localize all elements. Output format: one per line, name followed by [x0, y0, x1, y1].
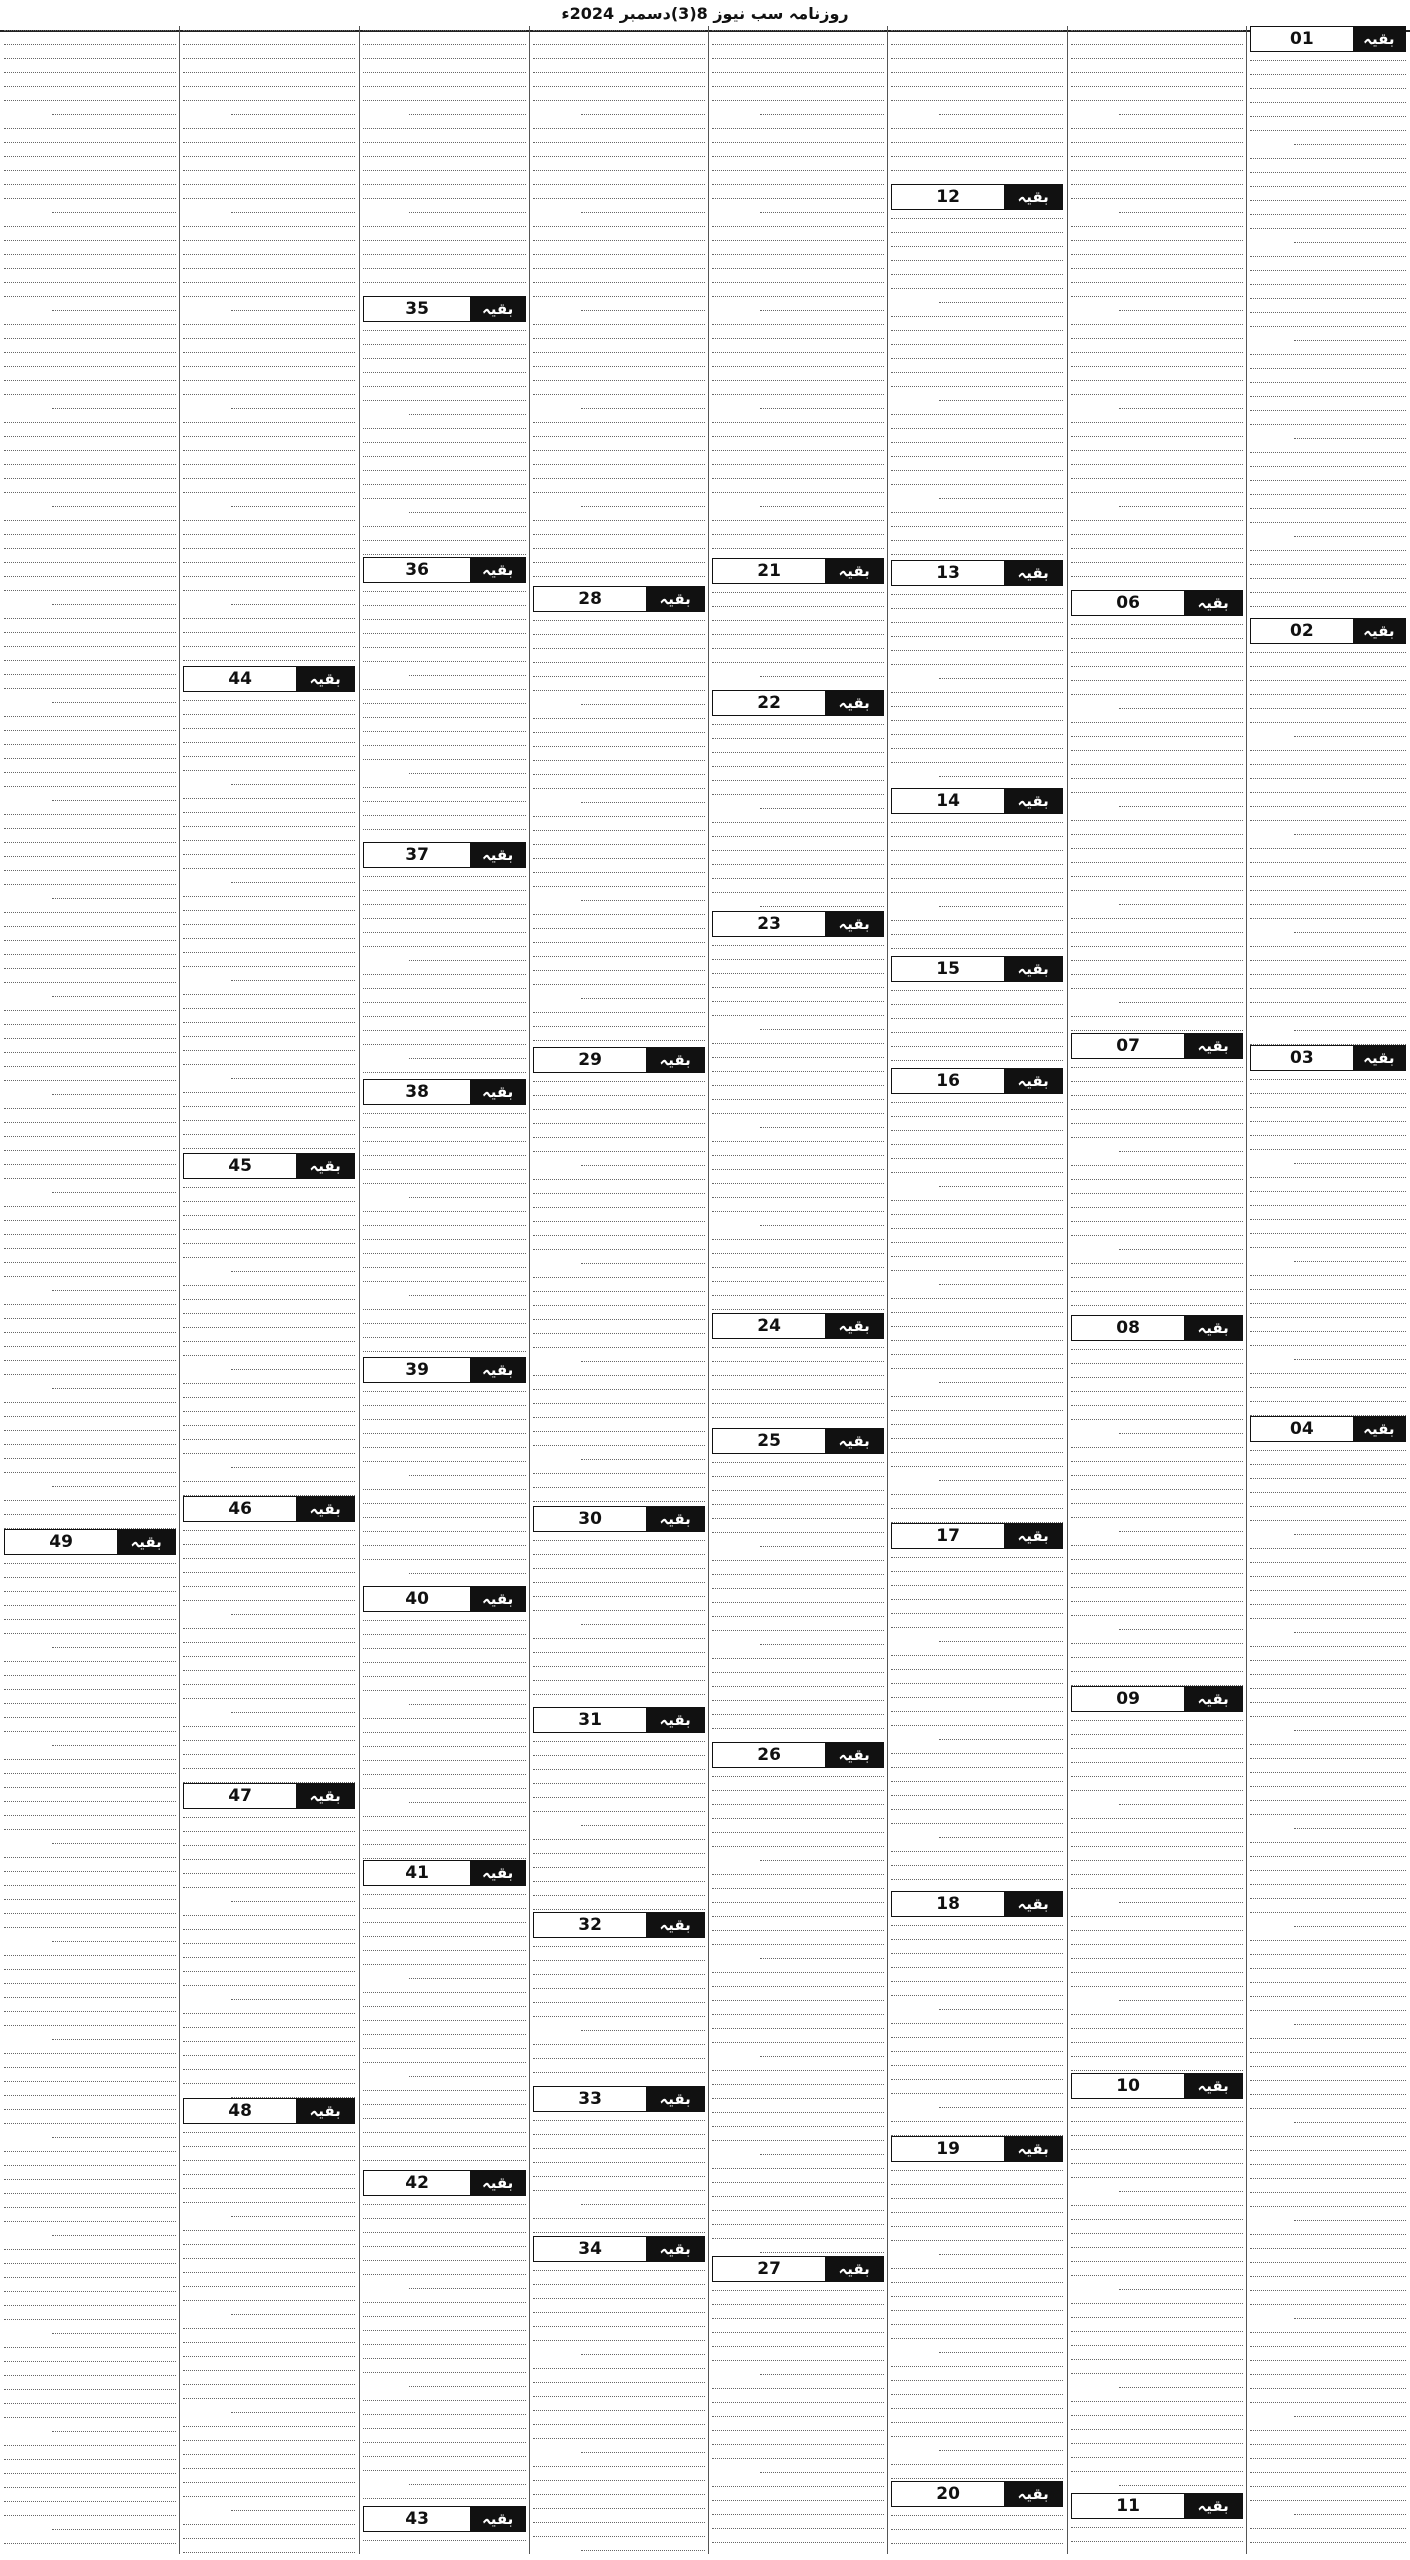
continuation-number: 32 [578, 1915, 602, 1935]
continuation-word: بقیہ [1004, 185, 1062, 209]
body-text-block [1250, 56, 1406, 618]
continuation-header [712, 911, 884, 937]
continuation-word: بقیہ [825, 1314, 883, 1338]
continuation-number: 27 [757, 2259, 781, 2279]
continuation-number: 04 [1289, 1419, 1314, 1439]
continuation-number: 14 [936, 791, 960, 811]
continuation-header [183, 2098, 355, 2124]
body-text-block [712, 26, 884, 558]
continuation-number: 02 [1289, 621, 1314, 641]
body-text-block [183, 2128, 355, 2554]
column-7 [183, 26, 355, 2554]
continuation-number: 07 [1116, 1036, 1140, 1056]
body-text-block [183, 696, 355, 1153]
body-text-block [891, 26, 1063, 184]
continuation-word: بقیہ [470, 2171, 525, 2195]
continuation-header [891, 788, 1063, 814]
body-text-block [363, 2536, 526, 2554]
continuation-word: بقیہ [296, 667, 354, 691]
continuation-header [363, 1860, 526, 1886]
body-text-block [1071, 1345, 1243, 1686]
continuation-number: 01 [1289, 29, 1314, 49]
body-text-block [712, 1772, 884, 2256]
continuation-number: 34 [578, 2239, 602, 2259]
continuation-number: 26 [757, 1745, 781, 1765]
continuation-number: 47 [228, 1786, 252, 1806]
continuation-header [183, 1496, 355, 1522]
continuation-number: 21 [757, 561, 781, 581]
continuation-header [1250, 1416, 1406, 1442]
continuation-word: بقیہ [825, 912, 883, 936]
continuation-header [712, 1313, 884, 1339]
continuation-number: 24 [757, 1316, 781, 1336]
body-text-block [533, 2266, 705, 2554]
continuation-header [363, 1357, 526, 1383]
body-text-block [533, 1737, 705, 1912]
continuation-header [891, 1891, 1063, 1917]
continuation-header [891, 2136, 1063, 2162]
continuation-number: 39 [405, 1360, 429, 1380]
continuation-header [712, 690, 884, 716]
continuation-header [712, 1742, 884, 1768]
continuation-word: بقیہ [825, 559, 883, 583]
body-text-block [4, 1559, 176, 2554]
continuation-number: 44 [228, 669, 252, 689]
body-text-block [1071, 1716, 1243, 2073]
body-text-block [363, 1616, 526, 1860]
body-text-block [363, 2200, 526, 2506]
column-2 [1071, 26, 1243, 2554]
continuation-number: 29 [578, 1050, 602, 1070]
continuation-word: بقیہ [470, 2507, 525, 2531]
body-text-block [891, 1098, 1063, 1523]
continuation-word: بقیہ [646, 1913, 704, 1937]
continuation-word: بقیہ [1004, 1892, 1062, 1916]
continuation-header [712, 1428, 884, 1454]
continuation-header [891, 184, 1063, 210]
body-text-block [533, 616, 705, 1047]
body-text-block [891, 214, 1063, 560]
continuation-header [363, 2170, 526, 2196]
body-text-block [712, 588, 884, 690]
body-text-block [1250, 648, 1406, 1045]
continuation-number: 48 [228, 2101, 252, 2121]
body-text-block [712, 2286, 884, 2554]
continuation-word: بقیہ [1004, 2137, 1062, 2161]
body-text-block [1250, 1075, 1406, 1416]
page-dateline: روزنامہ سب نیوز 8(3)دسمبر 2024ء [561, 4, 849, 23]
body-text-block [183, 1183, 355, 1496]
continuation-number: 20 [936, 2484, 960, 2504]
continuation-number: 42 [405, 2173, 429, 2193]
continuation-number: 19 [936, 2139, 960, 2159]
continuation-number: 16 [936, 1071, 960, 1091]
body-text-block [891, 2511, 1063, 2554]
continuation-word: بقیہ [296, 1154, 354, 1178]
body-text-block [363, 1890, 526, 2170]
body-text-block [533, 2116, 705, 2236]
column-rule [359, 26, 360, 2554]
continuation-number: 36 [405, 560, 429, 580]
body-text-block [183, 1813, 355, 2098]
continuation-header [891, 1523, 1063, 1549]
continuation-header [363, 1079, 526, 1105]
continuation-header [533, 1707, 705, 1733]
continuation-header [712, 2256, 884, 2282]
continuation-header [533, 2086, 705, 2112]
continuation-word: بقیہ [646, 587, 704, 611]
continuation-word: بقیہ [1004, 561, 1062, 585]
continuation-header [1250, 618, 1406, 644]
column-5 [533, 26, 705, 2554]
continuation-word: بقیہ [1184, 591, 1242, 615]
continuation-header [4, 1529, 176, 1555]
continuation-word: بقیہ [646, 1708, 704, 1732]
continuation-number: 33 [578, 2089, 602, 2109]
continuation-word: بقیہ [646, 2237, 704, 2261]
continuation-header [1071, 1033, 1243, 1059]
column-rule [708, 26, 709, 2554]
continuation-number: 11 [1116, 2496, 1140, 2516]
body-text-block [891, 818, 1063, 956]
continuation-header [183, 1153, 355, 1179]
continuation-header [712, 558, 884, 584]
continuation-word: بقیہ [1004, 1069, 1062, 1093]
body-text-block [533, 26, 705, 586]
continuation-header [363, 842, 526, 868]
continuation-header [363, 1586, 526, 1612]
body-text-block [363, 1387, 526, 1586]
continuation-number: 15 [936, 959, 960, 979]
continuation-word: بقیہ [1184, 1316, 1242, 1340]
continuation-number: 31 [578, 1710, 602, 1730]
continuation-word: بقیہ [825, 691, 883, 715]
continuation-word: بقیہ [1004, 2482, 1062, 2506]
body-text-block [533, 1536, 705, 1707]
body-text-block [4, 26, 176, 1529]
body-text-block [1071, 1063, 1243, 1315]
body-text-block [891, 1921, 1063, 2136]
continuation-word: بقیہ [825, 1429, 883, 1453]
column-4 [712, 26, 884, 2554]
continuation-header [183, 1783, 355, 1809]
continuation-number: 46 [228, 1499, 252, 1519]
continuation-word: بقیہ [470, 1861, 525, 1885]
continuation-word: بقیہ [646, 1048, 704, 1072]
continuation-number: 45 [228, 1156, 252, 1176]
continuation-header [1250, 1045, 1406, 1071]
continuation-word: بقیہ [1004, 789, 1062, 813]
continuation-word: بقیہ [825, 2257, 883, 2281]
body-text-block [363, 26, 526, 296]
continuation-header [533, 1047, 705, 1073]
continuation-header [363, 2506, 526, 2532]
body-text-block [363, 872, 526, 1079]
continuation-number: 09 [1116, 1689, 1140, 1709]
continuation-word: بقیہ [1184, 2494, 1242, 2518]
continuation-number: 17 [936, 1526, 960, 1546]
continuation-number: 41 [405, 1863, 429, 1883]
continuation-word: بقیہ [296, 1497, 354, 1521]
continuation-header [891, 2481, 1063, 2507]
continuation-number: 25 [757, 1431, 781, 1451]
continuation-number: 12 [936, 187, 960, 207]
continuation-header [1071, 2493, 1243, 2519]
body-text-block [712, 941, 884, 1313]
continuation-header [533, 1506, 705, 1532]
continuation-header [363, 296, 526, 322]
continuation-number: 49 [49, 1532, 73, 1552]
column-rule [887, 26, 888, 2554]
continuation-number: 38 [405, 1082, 429, 1102]
continuation-word: بقیہ [1184, 2074, 1242, 2098]
continuation-header [183, 666, 355, 692]
continuation-header [1071, 1315, 1243, 1341]
continuation-number: 43 [405, 2509, 429, 2529]
continuation-number: 22 [757, 693, 781, 713]
body-text-block [363, 587, 526, 842]
continuation-word: بقیہ [470, 1587, 525, 1611]
continuation-word: بقیہ [1004, 1524, 1062, 1548]
continuation-word: بقیہ [1184, 1687, 1242, 1711]
body-text-block [1071, 620, 1243, 1033]
column-rule [1246, 26, 1247, 2554]
continuation-number: 18 [936, 1894, 960, 1914]
continuation-header [363, 557, 526, 583]
body-text-block [712, 1343, 884, 1428]
continuation-header [891, 956, 1063, 982]
continuation-word: بقیہ [296, 2099, 354, 2123]
continuation-word: بقیہ [825, 1743, 883, 1767]
continuation-header [533, 2236, 705, 2262]
continuation-word: بقیہ [470, 558, 525, 582]
continuation-word: بقیہ [470, 1358, 525, 1382]
column-3 [891, 26, 1063, 2554]
continuation-header [1071, 590, 1243, 616]
continuation-word: بقیہ [470, 1080, 525, 1104]
continuation-word: بقیہ [1184, 1034, 1242, 1058]
continuation-number: 10 [1116, 2076, 1140, 2096]
continuation-number: 37 [405, 845, 429, 865]
continuation-number: 06 [1116, 593, 1140, 613]
body-text-block [891, 986, 1063, 1068]
body-text-block [712, 720, 884, 911]
body-text-block [183, 1526, 355, 1783]
continuation-header [891, 1068, 1063, 1094]
body-text-block [891, 1553, 1063, 1891]
continuation-header [1071, 1686, 1243, 1712]
continuation-number: 08 [1116, 1318, 1140, 1338]
body-text-block [1071, 2103, 1243, 2493]
body-text-block [891, 2166, 1063, 2481]
continuation-number: 03 [1289, 1048, 1314, 1068]
body-text-block [363, 1109, 526, 1357]
continuation-word: بقیہ [1353, 1417, 1405, 1441]
body-text-block [891, 590, 1063, 788]
continuation-number: 28 [578, 589, 602, 609]
body-text-block [712, 1458, 884, 1742]
continuation-word: بقیہ [117, 1530, 175, 1554]
body-text-block [1071, 2523, 1243, 2554]
continuation-word: بقیہ [470, 297, 525, 321]
continuation-word: بقیہ [646, 1507, 704, 1531]
continuation-word: بقیہ [1353, 619, 1405, 643]
continuation-word: بقیہ [646, 2087, 704, 2111]
column-rule [529, 26, 530, 2554]
continuation-header [891, 560, 1063, 586]
continuation-number: 35 [405, 299, 429, 319]
column-8 [4, 26, 176, 2554]
continuation-word: بقیہ [1353, 1046, 1405, 1070]
column-rule [1067, 26, 1068, 2554]
continuation-header [1071, 2073, 1243, 2099]
body-text-block [533, 1942, 705, 2086]
continuation-header [533, 1912, 705, 1938]
continuation-word: بقیہ [1004, 957, 1062, 981]
column-rule [179, 26, 180, 2554]
continuation-word: بقیہ [296, 1784, 354, 1808]
column-1 [1250, 26, 1406, 2554]
continuation-number: 30 [578, 1509, 602, 1529]
continuation-word: بقیہ [1353, 27, 1405, 51]
continuation-header [1250, 26, 1406, 52]
continuation-number: 40 [405, 1589, 429, 1609]
column-6 [363, 26, 526, 2554]
body-text-block [363, 326, 526, 557]
continuation-number: 23 [757, 914, 781, 934]
continuation-number: 13 [936, 563, 960, 583]
continuation-word: بقیہ [470, 843, 525, 867]
body-text-block [1071, 26, 1243, 590]
body-text-block [183, 26, 355, 666]
body-text-block [1250, 1446, 1406, 2554]
body-text-block [533, 1077, 705, 1506]
continuation-header [533, 586, 705, 612]
